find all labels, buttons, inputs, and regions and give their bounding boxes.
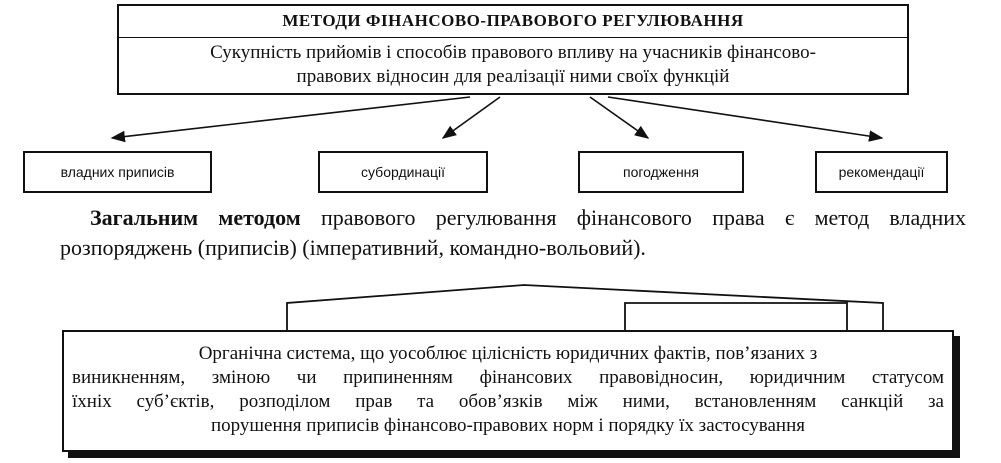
bottom-line: їхніх суб’єктів, розподілом прав та обов’язків між ними, встановленням санкцій за	[72, 391, 944, 412]
bottom-line: Органічна система, що уособлює цілісність юридичних фактів, пов’язаних з	[198, 343, 818, 364]
callout-pointer	[287, 285, 883, 331]
method-label: субординації	[361, 164, 445, 180]
method-label: владних приписів	[60, 164, 175, 180]
method-label: погодження	[622, 164, 699, 180]
statement-bold: Загальним методом	[90, 205, 301, 230]
bottom-line: порушення приписів фінансово-правових норм і порядку їх застосування	[210, 415, 805, 436]
method-subordynatsii	[318, 151, 488, 193]
arrow-to-pogodzhennia	[590, 97, 648, 138]
arrow-to-subordynatsii	[443, 97, 500, 138]
method-label: рекомендації	[838, 164, 925, 180]
definition-line: Сукупність прийомів і способів правового впливу на учасників фінансово-	[210, 42, 816, 63]
organic-system-box	[62, 330, 954, 452]
methods-definition	[117, 37, 909, 95]
method-rekomendatsii	[815, 151, 948, 193]
method-pogodzhennia	[578, 151, 744, 193]
bottom-line: виникненням, зміною чи припиненням фінансових правовідносин, юридичним статусом	[72, 367, 944, 388]
methods-title-text: МЕТОДИ ФІНАНСОВО-ПРАВОВОГО РЕГУЛЮВАННЯ	[282, 11, 744, 30]
definition-line: правових відносин для реалізації ними своїх функцій	[296, 66, 730, 87]
arrow-to-rekomendatsii	[608, 97, 882, 138]
method-vladnykh-prypysiv	[23, 151, 212, 193]
arrow-to-vladnykh	[112, 97, 470, 138]
statement-rest: правового регулювання фінансового права є метод владних розпоряджень (приписів) (імперативний, командно-вольовий).	[60, 205, 967, 260]
methods-title	[117, 4, 909, 38]
general-method-statement	[60, 203, 966, 263]
